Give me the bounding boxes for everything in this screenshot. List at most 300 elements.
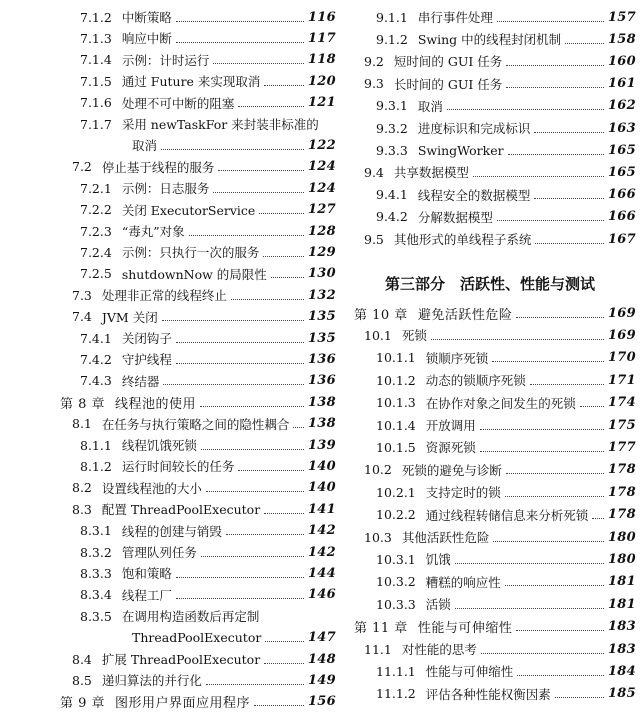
entry-number: 第 10 章 [354,307,408,323]
page-number: 178 [607,484,636,500]
entry-title: 处理不可中断的阻塞 [121,95,235,111]
entry-number: 10.2 [364,462,392,478]
leader-dots [455,600,604,609]
page-number: 183 [607,641,636,657]
entry-title: 活锁 [425,597,451,613]
toc-entry[interactable] [80,27,336,49]
page-number: 180 [607,529,636,545]
page-number: 165 [607,164,636,180]
toc-entry[interactable] [80,605,336,627]
leader-dots [455,555,604,564]
page-number: 162 [607,98,636,114]
leader-dots [516,309,604,318]
leader-dots [201,548,304,557]
entry-title: 采用 newTaskFor 来封装非标准的 [121,117,319,132]
toc-entry[interactable] [376,117,636,139]
leader-dots [226,526,304,535]
entry-number: 7.1.2 [80,9,112,25]
page-number: 156 [307,694,336,710]
entry-title: 通过 Future 来实现取消 [121,74,261,90]
page-number: 144 [307,565,336,581]
leader-dots [238,462,304,471]
toc-entry[interactable] [80,263,336,285]
leader-dots [506,79,604,88]
page-number: 138 [307,394,336,410]
entry-number: 10.3.2 [376,574,416,590]
entry-number: 7.2.1 [80,180,112,196]
entry-number: 第 11 章 [354,621,408,637]
page-number: 117 [307,30,336,46]
entry-number: 7.2 [72,159,92,175]
toc-entry[interactable] [80,241,336,263]
entry-number: 7.3 [72,287,92,303]
leader-dots [505,577,604,586]
entry-number: 7.1.4 [80,52,112,68]
entry-number: 9.2 [364,53,384,69]
entry-title: 线程的创建与销毁 [121,523,222,539]
entry-title: 守护线程 [121,352,172,368]
leader-dots [176,355,304,364]
page-number: 135 [307,330,336,346]
toc-entry[interactable] [72,669,336,691]
page-number: 184 [607,663,636,679]
toc-entry[interactable] [80,348,336,370]
leader-dots [218,162,304,171]
entry-title: 在协作对象之间发生的死锁 [425,395,576,411]
entry-number: 9.3.2 [376,120,408,136]
entry-title: SwingWorker [417,142,504,158]
leader-dots [161,141,304,150]
entry-number: 第 8 章 [60,396,106,412]
toc-entry[interactable] [376,184,636,206]
page-number: 132 [307,287,336,303]
page-number: 181 [607,574,636,590]
entry-number: 7.1.7 [80,116,112,132]
leader-dots [200,398,304,407]
entry-title: JVM 关闭 [101,309,158,325]
entry-title: 性能与可伸缩性 [425,664,514,680]
leader-dots [163,376,304,385]
page-number: 149 [307,672,336,688]
page-number: 169 [607,327,636,343]
page-number: 160 [607,53,636,69]
page-number: 183 [607,619,636,635]
page-number: 170 [607,350,636,366]
leader-dots [534,190,604,199]
toc-entry[interactable] [376,660,636,682]
toc-entry[interactable] [376,593,636,615]
leader-dots [497,13,604,22]
entry-title: 在调用构造函数后再定制 [121,609,260,625]
leader-dots [431,331,604,340]
entry-title: 停止基于线程的服务 [101,159,215,175]
entry-number: 9.3 [364,76,384,92]
entry-title: “毒丸”对象 [121,224,185,239]
page-number: 139 [307,437,336,453]
entry-number: 第 9 章 [60,696,106,712]
page-number: 169 [607,305,636,321]
entry-number: 7.2.2 [80,202,112,218]
page-number: 148 [307,651,336,667]
toc-entry[interactable] [376,683,636,705]
entry-title: 示例：计时运行 [121,52,210,68]
entry-number: 9.1.1 [376,9,408,25]
page-number: 130 [307,266,336,282]
entry-title: 关闭钩子 [121,331,172,346]
page-number: 174 [607,395,636,411]
page-number: 146 [307,587,336,603]
toc-entry[interactable] [364,161,636,183]
toc-entry[interactable] [80,455,336,477]
entry-title: 开放调用 [425,418,476,433]
entry-number: 7.1.6 [80,95,112,111]
leader-dots [517,667,604,676]
entry-title: 通过线程转储信息来分析死锁 [425,507,589,523]
toc-entry[interactable] [80,562,336,584]
toc-entry[interactable] [376,571,636,593]
entry-title: 图形用户界面应用程序 [115,696,251,712]
leader-dots [506,57,604,66]
entry-title: 示例：只执行一次的服务 [121,245,260,261]
entry-number: 10.3.3 [376,596,416,612]
entry-title: 死锁的避免与诊断 [401,462,502,478]
leader-dots [580,398,604,407]
entry-number: 7.4.1 [80,330,112,346]
entry-number: 8.3.3 [80,565,112,581]
entry-title: 取消 [132,138,158,154]
entry-number: 8.1.1 [80,437,112,453]
toc-entry[interactable] [364,228,636,250]
entry-number: 10.1.5 [376,439,416,455]
leader-dots [592,510,604,519]
toc-entry[interactable] [376,548,636,570]
entry-number: 9.4.2 [376,209,408,225]
leader-dots [497,212,604,221]
page-number: 180 [607,551,636,567]
entry-number: 8.3 [72,501,92,517]
entry-title: 管理队列任务 [121,545,197,560]
toc-entry[interactable] [80,113,336,135]
entry-number: 9.3.1 [376,98,408,114]
page-number: 135 [307,309,336,325]
page-number: 121 [307,95,336,111]
page-number: 178 [607,507,636,523]
entry-number: 7.4 [72,309,92,325]
page-number: 136 [307,373,336,389]
entry-title: 运行时间较长的任务 [121,459,235,475]
page-number: 165 [607,142,636,158]
leader-dots [176,569,304,578]
entry-number: 7.2.4 [80,244,112,260]
toc-entry[interactable] [364,50,636,72]
page-number: 185 [607,686,636,702]
entry-number: 7.2.3 [80,223,112,239]
toc-entry[interactable] [80,134,336,156]
entry-title: 避免活跃性危险 [417,307,513,323]
entry-title: 线程工厂 [121,587,172,603]
toc-entry[interactable] [72,156,336,178]
entry-number: 8.3.5 [80,608,112,624]
entry-title: 进度标识和完成标识 [417,121,531,136]
toc-entry[interactable] [80,220,336,242]
toc-entry[interactable] [72,477,336,499]
entry-number: 10.2.2 [376,507,416,523]
entry-number: 11.1.2 [376,686,416,702]
page-number: 140 [307,458,336,474]
leader-dots [481,645,604,654]
entry-number: 10.1.1 [376,350,416,366]
page-number: 128 [307,223,336,239]
toc-entry[interactable] [72,306,336,328]
toc-entry[interactable] [376,139,636,161]
toc-entry[interactable] [376,414,636,436]
leader-dots [176,13,304,22]
leader-dots [492,353,604,362]
entry-title: 示例：日志服务 [121,181,210,197]
entry-number: 9.5 [364,231,384,247]
entry-title: 关闭 ExecutorService [121,202,256,218]
leader-dots [293,419,304,428]
toc-entry[interactable] [364,459,636,481]
toc-entry[interactable] [80,541,336,563]
leader-dots [259,205,304,214]
leader-dots [530,376,604,385]
entry-title: 性能与可伸缩性 [417,621,513,637]
entry-number: 9.4.1 [376,187,408,203]
leader-dots [535,235,604,244]
page-number: 178 [607,462,636,478]
page-number: 127 [307,202,336,218]
toc-entry[interactable] [80,370,336,392]
entry-number: 8.5 [72,672,92,688]
entry-title: 支持定时的锁 [425,485,501,501]
page-number: 140 [307,480,336,496]
entry-title: 处理非正常的线程终止 [101,288,227,304]
toc-entry[interactable] [80,177,336,199]
page-number: 167 [607,231,636,247]
entry-title: 动态的锁顺序死锁 [425,373,526,389]
toc-entry[interactable] [376,392,636,414]
page-number: 124 [307,159,336,175]
page-number: 158 [607,31,636,47]
toc-entry[interactable] [364,638,636,660]
toc-entry[interactable] [376,347,636,369]
leader-dots [231,291,304,300]
page-number: 120 [307,73,336,89]
toc-entry[interactable] [376,28,636,50]
page-number: 118 [307,52,336,68]
page-number: 147 [307,630,336,646]
page-number: 129 [307,244,336,260]
leader-dots [480,443,604,452]
leader-dots [506,465,604,474]
leader-dots [162,312,304,321]
toc-entry[interactable] [80,520,336,542]
leader-dots [176,590,304,599]
leader-dots [505,488,604,497]
page-number: 166 [607,209,636,225]
page-number: 175 [607,417,636,433]
entry-title: 分解数据模型 [417,209,493,225]
leader-dots [447,101,604,110]
toc-entry[interactable] [354,616,636,638]
leader-dots [265,633,304,642]
page-number: 157 [607,9,636,25]
page-number: 161 [607,76,636,92]
leader-dots [480,421,604,430]
entry-title: Swing 中的线程封闭机制 [417,32,562,48]
toc-entry[interactable] [80,6,336,28]
toc-entry[interactable] [376,436,636,458]
page-number: 138 [307,416,336,432]
entry-title: shutdownNow 的局限性 [121,266,267,282]
entry-title: 取消 [417,98,443,114]
entry-title: 评估各种性能权衡因素 [425,686,551,702]
entry-title: 串行事件处理 [417,10,493,25]
part-heading: 第三部分 活跃性、性能与测试 [384,274,595,293]
entry-number: 8.1 [72,416,92,432]
entry-title: 线程安全的数据模型 [417,187,531,203]
toc-entry[interactable] [72,413,336,435]
entry-title: 设置线程池的大小 [101,480,202,496]
page-number: 166 [607,187,636,203]
toc-entry[interactable] [80,627,336,649]
entry-number: 9.3.3 [376,142,408,158]
entry-title: 饱和策略 [121,566,172,582]
entry-title: 中断策略 [121,10,172,25]
page-number: 181 [607,596,636,612]
page-number: 142 [307,523,336,539]
entry-number: 10.1.4 [376,417,416,433]
leader-dots [534,124,604,133]
leader-dots [189,227,304,236]
entry-number: 9.4 [364,164,384,180]
entry-number: 11.1 [364,641,392,657]
page-number: 142 [307,544,336,560]
entry-number: 9.1.2 [376,31,408,47]
leader-dots [213,184,304,193]
leader-dots [565,35,604,44]
leader-dots [508,146,604,155]
entry-title: 在任务与执行策略之间的隐性耦合 [101,416,290,432]
toc-entry[interactable] [80,327,336,349]
toc-entry[interactable] [80,49,336,71]
entry-title: 共享数据模型 [393,165,469,181]
toc-entry[interactable] [60,391,336,413]
leader-dots [254,697,304,706]
leader-dots [201,441,304,450]
entry-number: 7.1.3 [80,30,112,46]
leader-dots [263,248,304,257]
entry-title: 配置 ThreadPoolExecutor [101,502,261,518]
toc-entry[interactable] [80,584,336,606]
leader-dots [213,55,304,64]
leader-dots [176,334,304,343]
toc-entry[interactable] [80,199,336,221]
entry-title: 锁顺序死锁 [425,350,489,366]
entry-title: 饥饿 [425,552,451,568]
entry-title: 糟糕的响应性 [425,574,501,590]
entry-number: 10.3.1 [376,551,416,567]
toc-entry[interactable] [60,691,336,713]
toc-entry[interactable] [354,302,636,324]
entry-title: 终结器 [121,373,160,389]
entry-number: 7.4.3 [80,373,112,389]
toc-entry[interactable] [72,284,336,306]
entry-title: 线程池的使用 [115,396,197,412]
entry-title: 递归算法的并行化 [101,673,202,689]
leader-dots [264,505,304,514]
entry-title: ThreadPoolExecutor [132,630,262,646]
entry-title: 响应中断 [121,31,172,47]
leader-dots [238,98,304,107]
entry-number: 10.1.3 [376,395,416,411]
entry-number: 8.2 [72,480,92,496]
entry-title: 其他活跃性危险 [401,530,490,545]
toc-entry[interactable] [376,95,636,117]
entry-title: 长时间的 GUI 任务 [393,76,503,92]
toc-entry[interactable] [376,369,636,391]
leader-dots [271,269,304,278]
entry-title: 对性能的思考 [401,642,477,657]
entry-number: 8.4 [72,651,92,667]
entry-number: 10.2.1 [376,484,416,500]
page-number: 136 [307,351,336,367]
entry-title: 资源死锁 [425,440,476,456]
page-number: 163 [607,120,636,136]
entry-title: 死锁 [401,328,427,344]
page-number: 171 [607,372,636,388]
toc-entry[interactable] [376,6,636,28]
toc-entry[interactable] [364,324,636,346]
entry-number: 7.2.5 [80,266,112,282]
leader-dots [206,676,304,685]
entry-title: 短时间的 GUI 任务 [393,54,503,70]
entry-title: 其他形式的单线程子系统 [393,232,532,247]
toc-entry[interactable] [80,70,336,92]
leader-dots [176,34,304,43]
toc-entry[interactable] [72,648,336,670]
page-number: 177 [607,439,636,455]
entry-number: 8.3.4 [80,587,112,603]
toc-entry[interactable] [364,526,636,548]
toc-entry[interactable] [80,92,336,114]
leader-dots [206,483,304,492]
entry-title: 线程饥饿死锁 [121,438,197,453]
entry-number: 7.1.5 [80,73,112,89]
page-number: 141 [307,501,336,517]
toc-entry[interactable] [376,481,636,503]
toc-entry[interactable] [364,73,636,95]
page-number: 116 [307,9,336,25]
entry-number: 10.3 [364,529,392,545]
leader-dots [493,533,604,542]
toc-entry[interactable] [72,498,336,520]
toc-entry[interactable] [376,504,636,526]
entry-number: 8.3.2 [80,544,112,560]
leader-dots [473,168,604,177]
entry-number: 10.1.2 [376,372,416,388]
toc-entry[interactable] [376,206,636,228]
leader-dots [264,77,304,86]
entry-number: 8.3.1 [80,523,112,539]
entry-number: 8.1.2 [80,458,112,474]
page-number: 122 [307,137,336,153]
toc-entry[interactable] [80,434,336,456]
entry-number: 7.4.2 [80,351,112,367]
entry-number: 10.1 [364,327,392,343]
entry-number: 11.1.1 [376,663,416,679]
